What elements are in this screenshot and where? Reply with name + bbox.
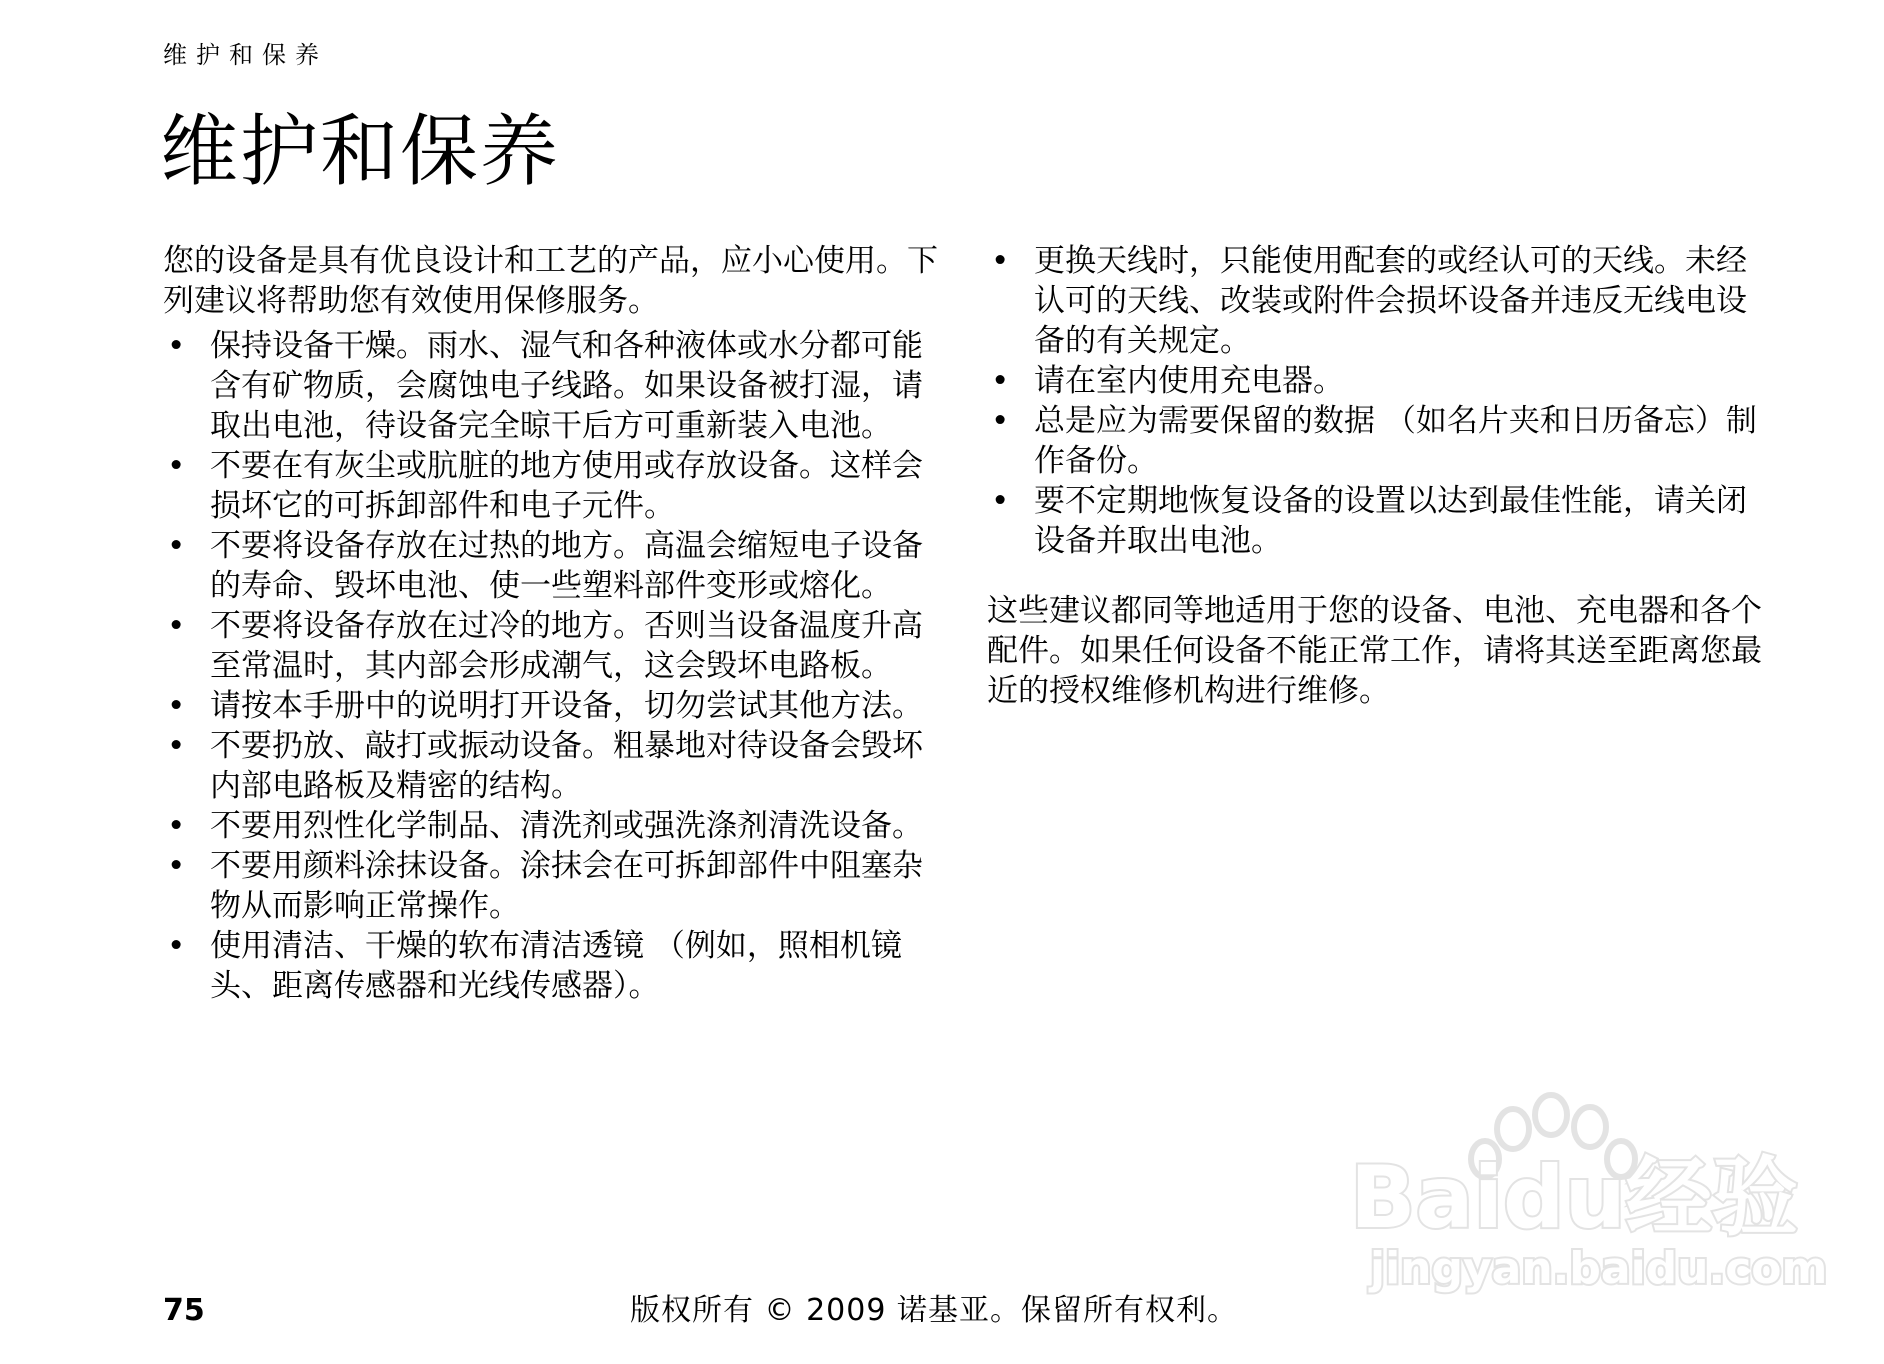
list-item: [163, 446, 943, 526]
bullet-icon: •: [167, 728, 186, 764]
list-item-text: 更换天线时，只能使用配套的或经认可的天线。未经认可的天线、改装或附件会损坏设备并违反无线电设备的有关规定。: [1034, 243, 1747, 359]
list-item: [163, 726, 943, 806]
running-header: 维护和保养: [163, 41, 328, 69]
baidu-jingyan-watermark: [1345, 1085, 1828, 1295]
page-title: 维护和保养: [160, 107, 561, 197]
list-item: [987, 401, 1777, 481]
watermark-url-text: jingyan.baidu.com: [1370, 1243, 1828, 1294]
bullet-icon: •: [991, 403, 1010, 439]
list-item-text: 请按本手册中的说明打开设备，切勿尝试其他方法。: [210, 688, 923, 724]
bullet-icon: •: [991, 363, 1010, 399]
list-item-text: 不要用颜料涂抹设备。涂抹会在可拆卸部件中阻塞杂物从而影响正常操作。: [210, 848, 923, 924]
bullet-icon: •: [167, 448, 186, 484]
page-footer: [0, 1289, 1884, 1333]
list-item-text: 使用清洁、干燥的软布清洁透镜 （例如，照相机镜头、距离传感器和光线传感器）。: [210, 928, 902, 1004]
page-number: 75: [163, 1293, 205, 1328]
bullet-icon: •: [167, 848, 186, 884]
watermark-logo-text: Baidu经验: [1350, 1148, 1798, 1248]
list-item: [987, 361, 1777, 401]
closing-paragraph: 这些建议都同等地适用于您的设备、电池、充电器和各个配件。如果任何设备不能正常工作，请将其送至距离您最近的授权维修机构进行维修。: [987, 593, 1762, 709]
left-bullet-list: [163, 326, 943, 1006]
bullet-icon: •: [167, 608, 186, 644]
list-item: [163, 926, 943, 1006]
right-bullet-list: [987, 241, 1777, 561]
copyright-notice: 版权所有 © 2009 诺基亚。保留所有权利。: [630, 1293, 1238, 1328]
list-item-text: 不要将设备存放在过热的地方。高温会缩短电子设备的寿命、毁坏电池、使一些塑料部件变形或熔化。: [210, 528, 923, 604]
list-item-text: 总是应为需要保留的数据 （如名片夹和日历备忘）制作备份。: [1034, 403, 1757, 479]
bullet-icon: •: [167, 808, 186, 844]
list-item: [163, 526, 943, 606]
list-item-text: 不要在有灰尘或肮脏的地方使用或存放设备。这样会损坏它的可拆卸部件和电子元件。: [210, 448, 923, 524]
list-item-text: 不要用烈性化学制品、清洗剂或强洗涤剂清洗设备。: [210, 808, 923, 844]
right-column: [987, 241, 1777, 711]
list-item-text: 要不定期地恢复设备的设置以达到最佳性能，请关闭设备并取出电池。: [1034, 483, 1747, 559]
bullet-icon: •: [991, 243, 1010, 279]
intro-paragraph: 您的设备是具有优良设计和工艺的产品，应小心使用。下列建议将帮助您有效使用保修服务。: [163, 243, 938, 319]
list-item: [987, 241, 1777, 361]
list-item: [163, 606, 943, 686]
list-item-text: 不要将设备存放在过冷的地方。否则当设备温度升高至常温时，其内部会形成潮气，这会毁坏电路板。: [210, 608, 923, 684]
list-item: [163, 686, 943, 726]
bullet-icon: •: [167, 928, 186, 964]
bullet-icon: •: [167, 328, 186, 364]
list-item: [163, 326, 943, 446]
list-item: [163, 806, 943, 846]
list-item: [163, 846, 943, 926]
list-item: [987, 481, 1777, 561]
list-item-text: 请在室内使用充电器。: [1034, 363, 1344, 399]
left-column: [163, 241, 943, 1006]
list-item-text: 保持设备干燥。雨水、湿气和各种液体或水分都可能含有矿物质，会腐蚀电子线路。如果设备被打湿，请取出电池，待设备完全晾干后方可重新装入电池。: [210, 328, 923, 444]
bullet-icon: •: [991, 483, 1010, 519]
bullet-icon: •: [167, 528, 186, 564]
list-item-text: 不要扔放、敲打或振动设备。粗暴地对待设备会毁坏内部电路板及精密的结构。: [210, 728, 923, 804]
bullet-icon: •: [167, 688, 186, 724]
